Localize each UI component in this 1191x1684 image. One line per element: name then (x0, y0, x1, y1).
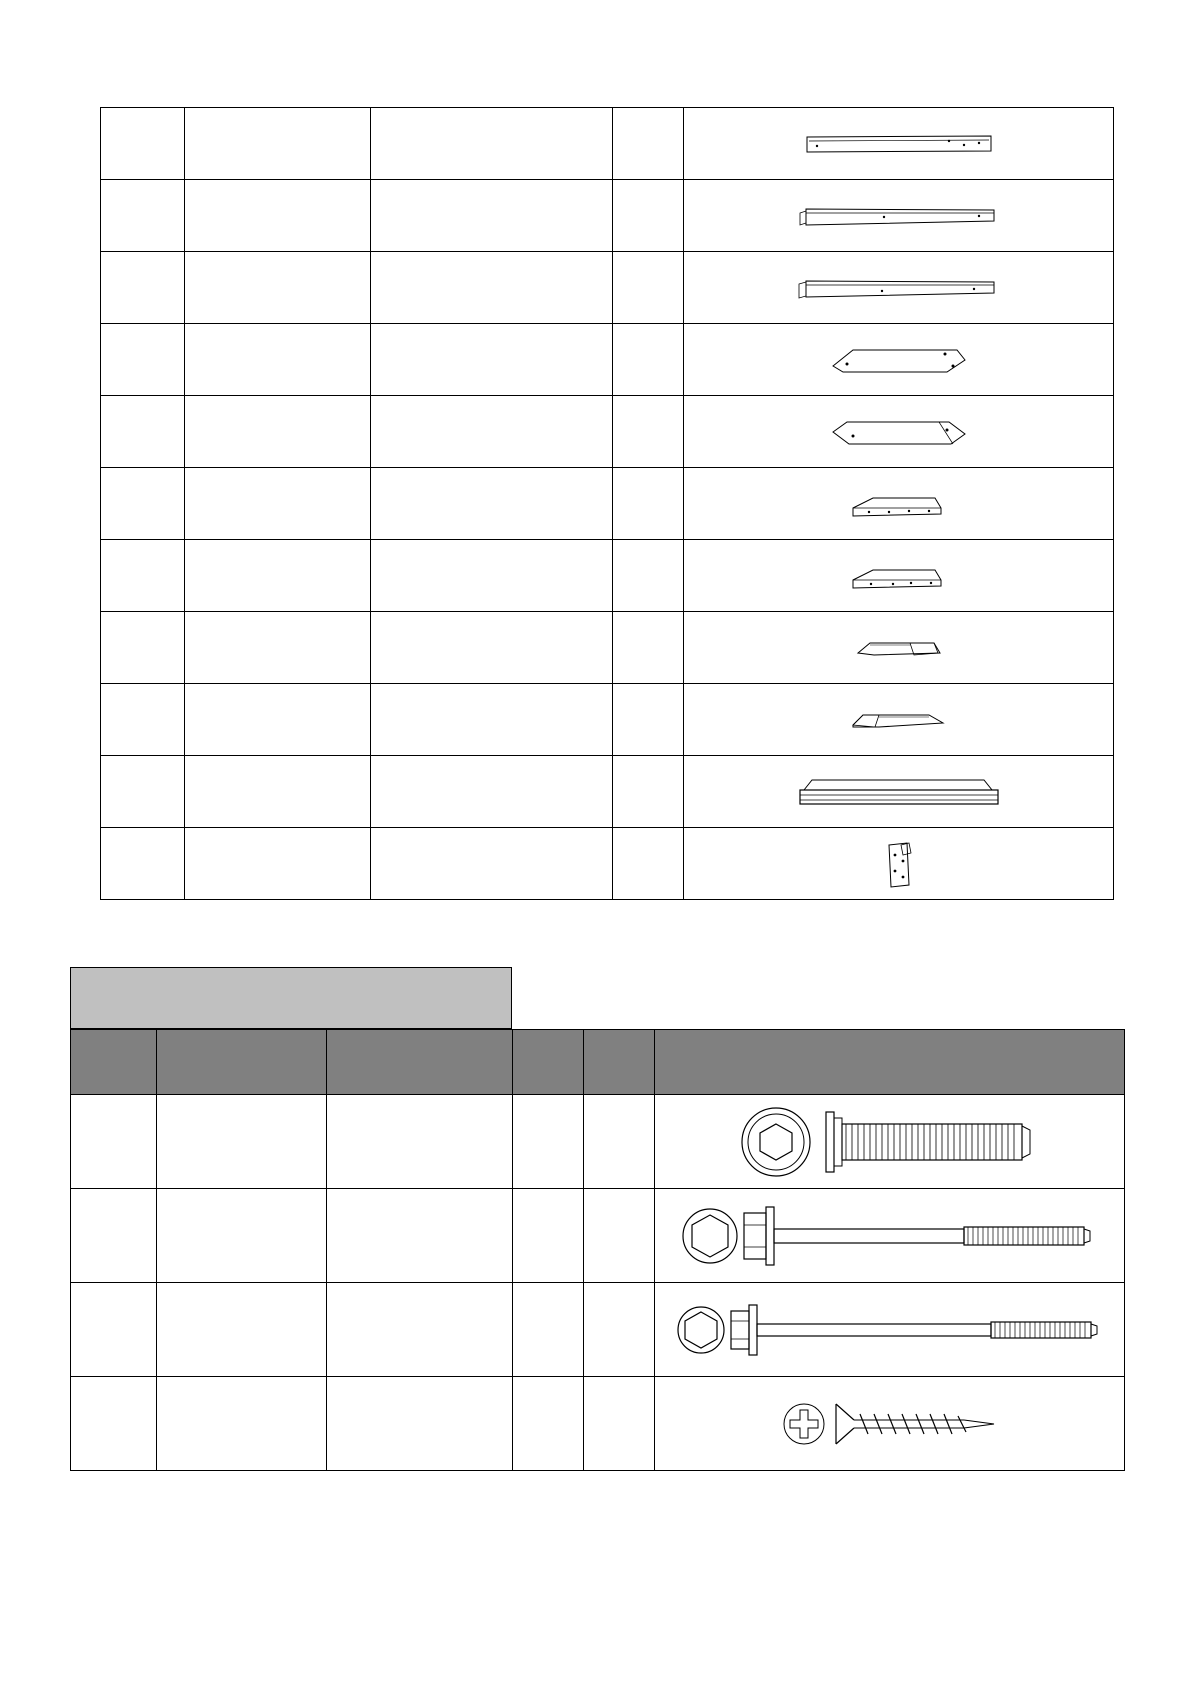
table-row (101, 684, 1114, 756)
hardware-header-row (71, 1030, 1125, 1095)
hardware-header-cell (71, 1030, 157, 1095)
corner-bracket-drawing (684, 828, 1114, 900)
long-rail-a-drawing (684, 108, 1114, 180)
table-row (101, 828, 1114, 900)
hardware-title (70, 967, 512, 1029)
table-row (71, 1283, 1125, 1377)
table-row (101, 612, 1114, 684)
hardware-header-cell (327, 1030, 513, 1095)
short-brace-b-drawing (684, 684, 1114, 756)
part-name-cell (185, 108, 371, 180)
table-row (101, 108, 1114, 180)
table-row (101, 396, 1114, 468)
table-row (71, 1189, 1125, 1283)
table-row (101, 180, 1114, 252)
parts-table (100, 107, 1114, 900)
part-qty-cell (613, 108, 684, 180)
table-row (101, 756, 1114, 828)
table-row (101, 540, 1114, 612)
table-row (101, 252, 1114, 324)
hardware-header-cell (513, 1030, 584, 1095)
hardware-header-cell (157, 1030, 327, 1095)
hardware-header-cell (584, 1030, 655, 1095)
hex-socket-bolt-drawing (655, 1095, 1125, 1189)
hardware-table (70, 1029, 1125, 1471)
long-hex-bolt-drawing (655, 1189, 1125, 1283)
angled-brace-b-drawing (684, 396, 1114, 468)
part-spec-cell (371, 108, 613, 180)
tray-panel-drawing (684, 756, 1114, 828)
table-row (101, 324, 1114, 396)
long-rail-b-drawing (684, 180, 1114, 252)
phillips-wood-screw-drawing (655, 1377, 1125, 1471)
part-number-cell (101, 108, 185, 180)
hardware-header-cell (655, 1030, 1125, 1095)
table-row (101, 468, 1114, 540)
table-row (71, 1377, 1125, 1471)
table-row (71, 1095, 1125, 1189)
long-rail-c-drawing (684, 252, 1114, 324)
short-brace-a-drawing (684, 612, 1114, 684)
angled-bracket-a-drawing (684, 468, 1114, 540)
angled-bracket-b-drawing (684, 540, 1114, 612)
angled-brace-a-drawing (684, 324, 1114, 396)
extra-long-hex-bolt-drawing (655, 1283, 1125, 1377)
